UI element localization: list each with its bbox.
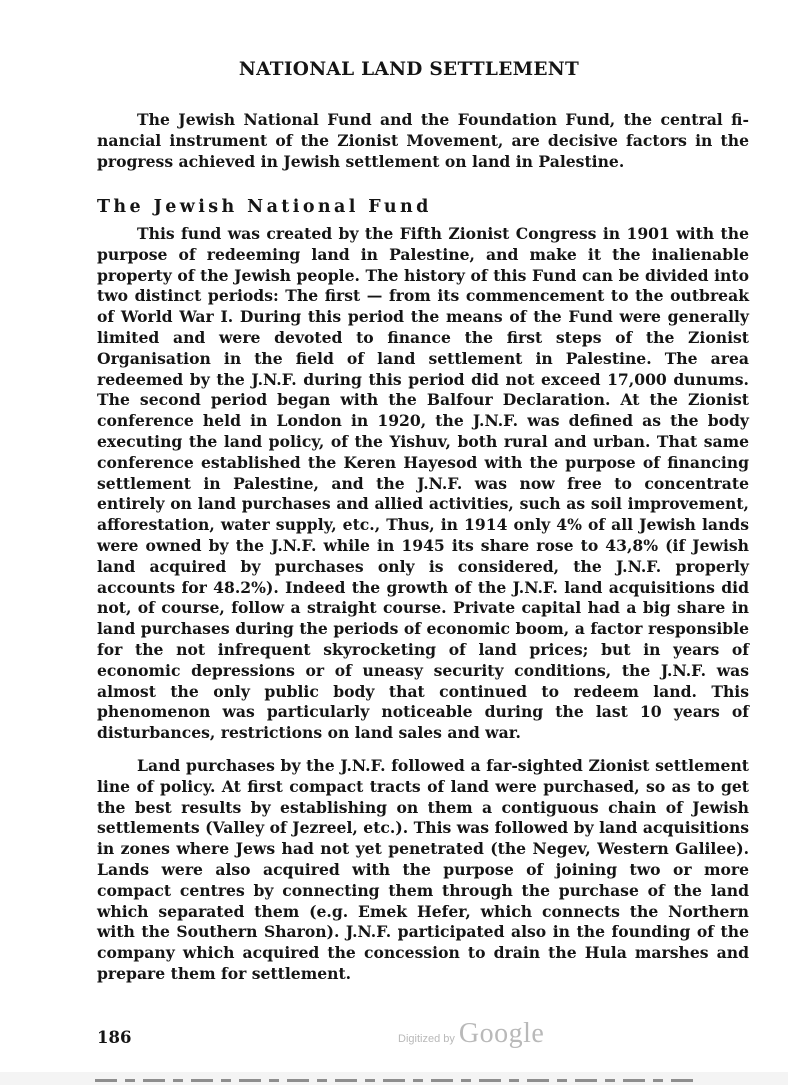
page-title: NATIONAL LAND SETTLEMENT <box>238 59 580 80</box>
body-text-2: Land purchases by the J.N.F. followed a far-sighted Zionist settlement line of policy. At first compact tracts of land were purchased, so as to get the best results by establishing on them a contiguous chain of Jewish settlements (Valley of Jezreel, etc.). This was followed by land acquisitions in zones where Jews had not yet penetrated (the Negev, Western Galilee). Lands were also acquired with the purpose of joining two or more compact centres by connecting them through the purchase of the land which separated them (e.g. Emek Hefer, which connects the Northern with the Southern Sharon). J.N.F. participated also in the founding of the company which acquired the concession to drain the Hula marshes and prepare them for settlement. <box>97 756 749 983</box>
watermark-brand: Google <box>458 1018 545 1049</box>
digitized-watermark <box>398 1018 544 1054</box>
watermark-prefix: Digitized by <box>398 1033 455 1045</box>
next-page-text-strip <box>95 1079 695 1082</box>
body-paragraph-2 <box>97 756 749 985</box>
intro-text: The Jewish National Fund and the Foundation Fund, the central financial instrument of the Zionist Movement, are decisive factors in the progress achieved in Jewish settlement on land in Palestine. <box>97 110 749 171</box>
section-heading: The Jewish National Fund <box>97 197 432 217</box>
page-number: 186 <box>97 1028 132 1047</box>
body-text-1: This fund was created by the Fifth Zionist Congress in 1901 with the purpose of redeeming land in Palestine, and make it the inalienable property of the Jewish people. The history of this Fund can be divided into two distinct periods: The first — from its commencement to the outbreak of World War I. During this period the means of the Fund were generally limited and were devoted to finance the first steps of the Zionist Organisation in the field of land settlement in Palestine. The area redeemed by the J.N.F. during this period did not exceed 17,000 dunums. The second period began with the Balfour Declaration. At the Zionist conference held in London in 1920, the J.N.F. was defined as the body executing the land policy, of the Yishuv, both rural and urban. That same conference established the Keren Hayesod with the purpose of financing settlement in Palestine, and the J.N.F. was now free to concentrate entirely on land purchases and allied activities, such as soil improvement, afforestation, water supply, etc., Thus, in 1914 only 4% of all Jewish lands were owned by the J.N.F. while in 1945 its share rose to 43,8% (if Jewish land acquired by purchases only is considered, the J.N.F. properly accounts for 48.2%). Indeed the growth of the J.N.F. land acquisitions did not, of course, follow a straight course. Private capital had a big share in land purchases during the periods of economic boom, a factor responsible for the not infrequent skyrocketing of land prices; but in years of economic depressions or of uneasy security conditions, the J.N.F. was almost the only public body that continued to redeem land. This phenomenon was particularly noticeable during the last 10 years of disturbances, restrictions on land sales and war. <box>97 224 749 743</box>
body-paragraph-1 <box>97 224 749 744</box>
intro-paragraph <box>97 110 749 172</box>
